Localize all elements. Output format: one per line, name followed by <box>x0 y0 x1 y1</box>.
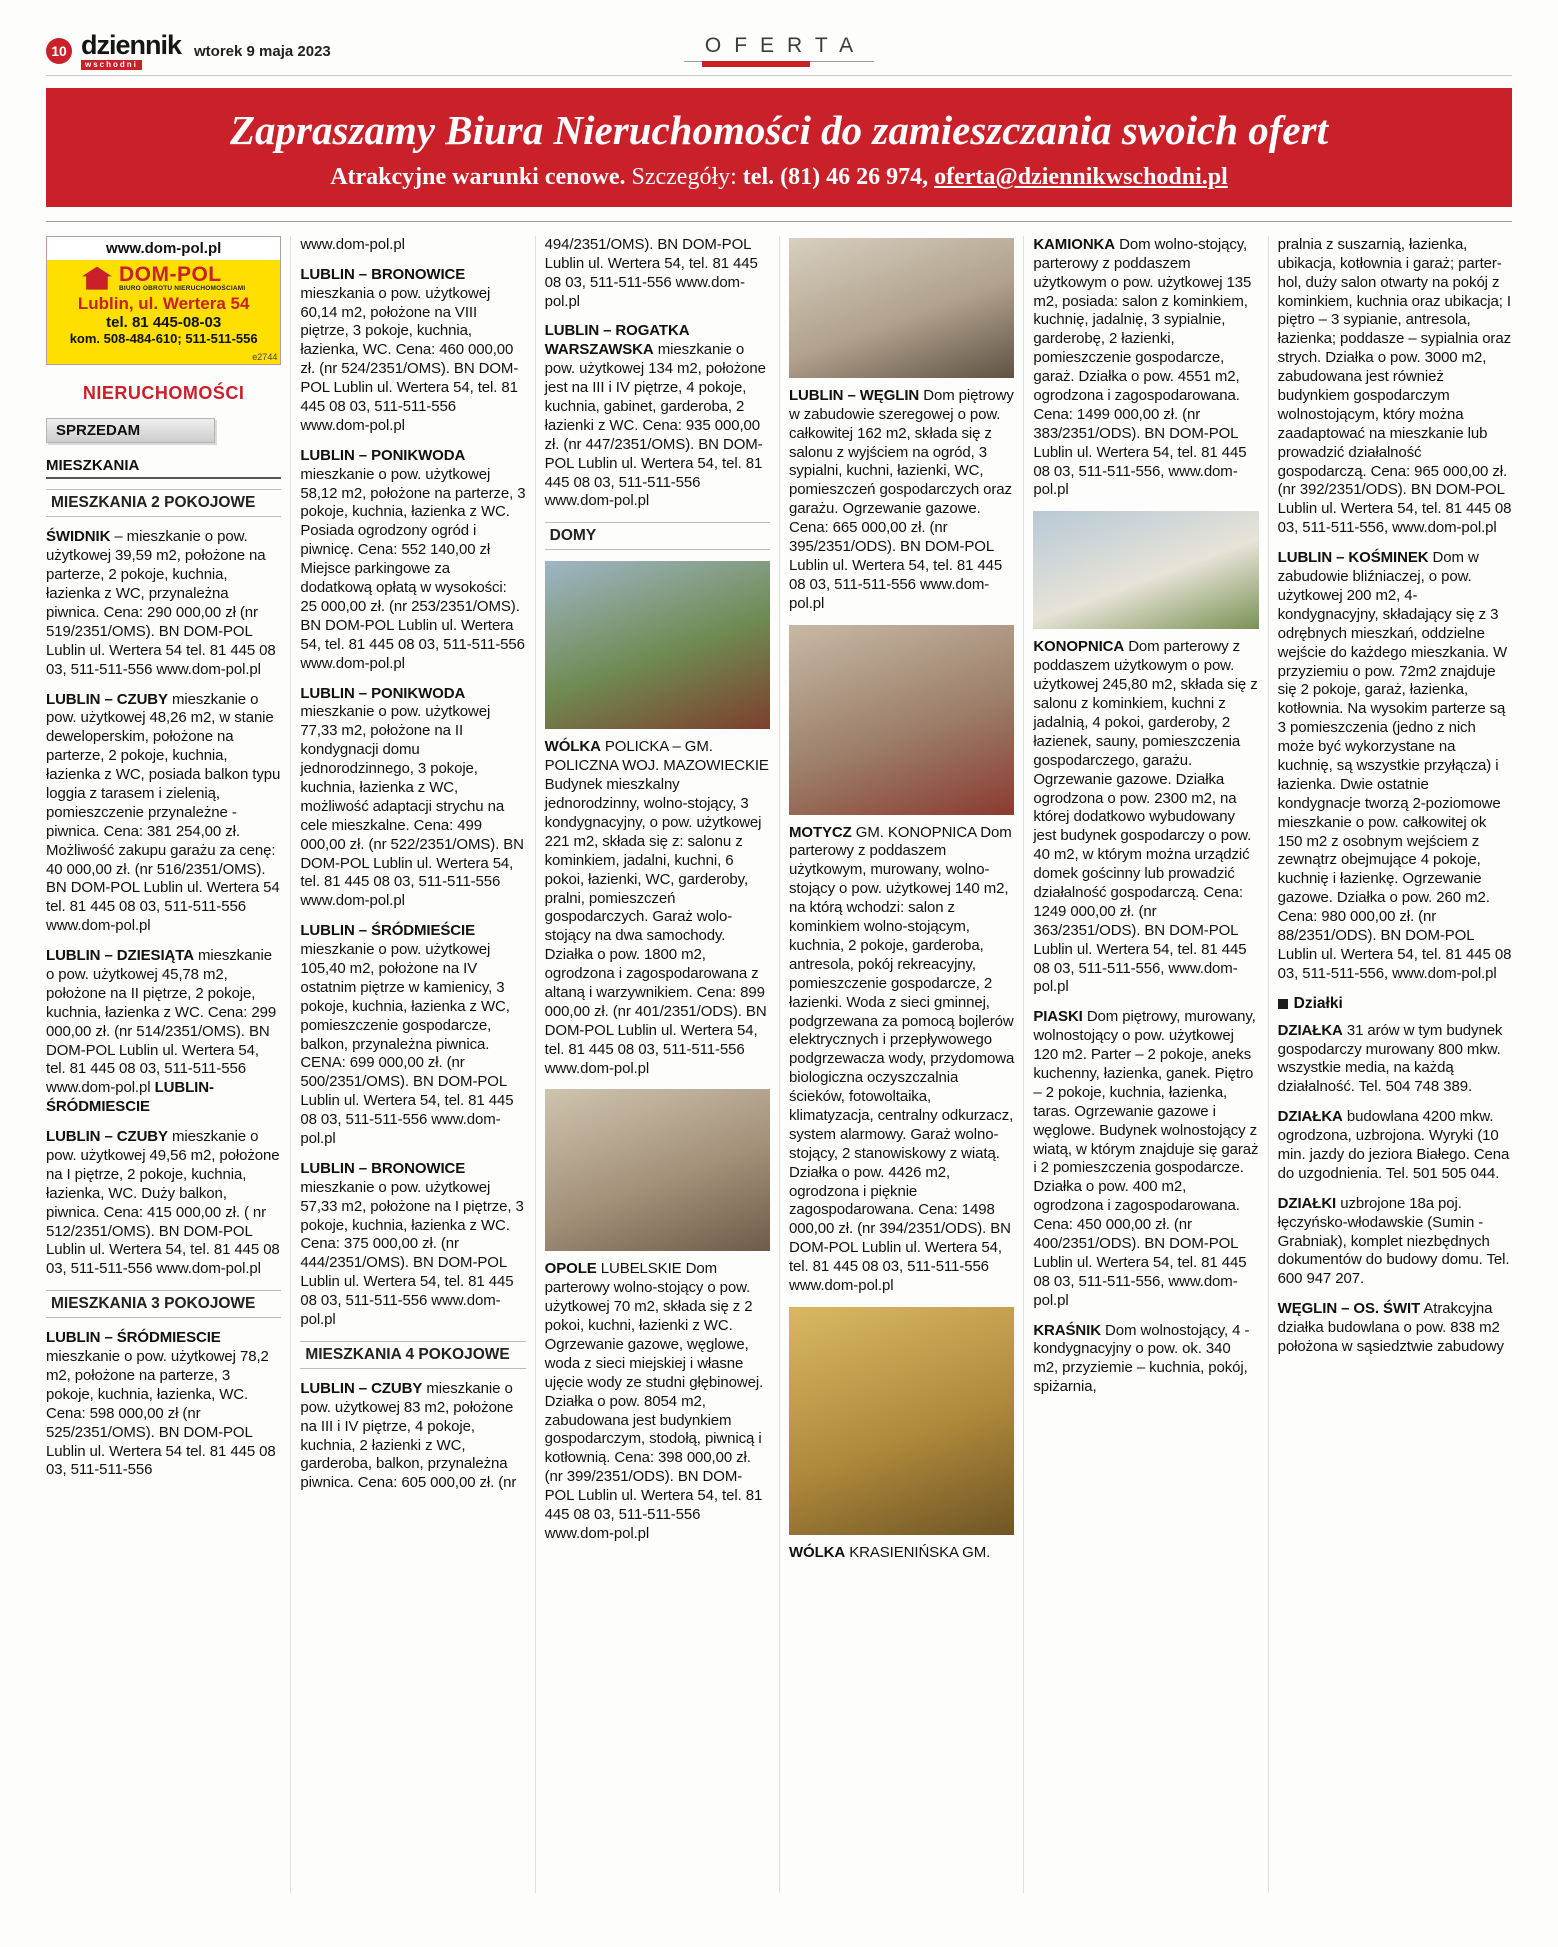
ad-text: mieszkanie o pow. użytkowej 77,33 m2, położone na II kondygnacji domu jednorodzinnego, 3 pokoje, kuchnia, łazienka z WC, możliwość adaptacji strychu na cele mieszkalne. Cena: 499 000,00 zł. (nr 522/2351/OMS). BN DOM-POL Lublin ul. Wertera 54, tel. 81 445 08 03, 511-511-556 www.dom-pol.pl <box>300 703 524 910</box>
section-heading <box>46 457 281 479</box>
ad-text: mieszkanie o pow. użytkowej 48,26 m2, w stanie deweloperskim, położone na parterze, 2 pokoje, kuchnia, łazienka z WC, posiada balkon typu loggia z tarasem i zielenią, pomieszczenie przynależne - piwnica. Cena: 381 254,00 zł. Możliwość zakupu garażu za cenę: 40 000,00 zł. (nr 516/2351/OMS). BN DOM-POL Lublin ul. Wertera 54 tel. 81 445 08 03, 511-511-556 www.dom-pol.pl <box>46 690 281 935</box>
dompol-agency-box <box>46 236 281 366</box>
section-underline <box>684 61 874 62</box>
banner-subline <box>56 164 1502 191</box>
column-6 <box>1268 236 1512 1893</box>
ad-lead: LUBLIN – PONIKWODA <box>300 684 466 702</box>
ad-lead: KAMIONKA <box>1033 235 1116 253</box>
ad-lead: LUBLIN – ŚRÓDMIEŚCIE <box>300 922 476 940</box>
ad-text: GM. KONOPNICA Dom parterowy z poddaszem użytkowym, murowany, wolno-stojący o pow. użytkowej 140 m2, na którą wchodzi: salon z kominkiem wolno-stojącym, kuchnia, 2 pokoje, garderoba, antresola, pokój rekreacyjny, pomieszczenie gospodarcze, 2 łazienki. Woda z sieci gminnej, podgrzewana za pomocą bojlerów elektrycznych i przepływowego podgrzewacza wody, przydomowa biologiczna oczyszczalnia ścieków, fotowoltaika, klimatyzacja, centralny odkurzacz, system alarmowy. Garaż wolno-stojący, 2 stanowiskowy z wiatą. Działka o pow. 4426 m2, ogrodzona i pięknie zagospodarowana. Cena: 1498 000,00 zł. (nr 394/2351/ODS). BN DOM-POL Lublin ul. Wertera 54, tel. 81 445 08 03, 511-511-556 www.dom-pol.pl <box>788 823 1015 1294</box>
column-4-items <box>789 238 1014 1563</box>
classified-ad <box>1278 1022 1512 1098</box>
dompol-tagline: BIURO OBROTU NIERUCHOMOŚCIAMI <box>118 284 246 292</box>
issue-date: wtorek 9 maja 2023 <box>194 42 331 60</box>
section-red-bar <box>702 61 810 67</box>
classified-ad <box>1278 549 1512 983</box>
ad-text: POLICKA – GM. POLICZNA WOJ. MAZOWIECKIE Budynek mieszkalny jednorodzinny, wolno-stojący, 3 kondygnacyjny, o pow. użytkowej 221 m2, składa się z: salonu z kominkiem, jadalni, kuchni, 6 pokoi, łazienki, WC, garderoby, pralni, pomieszczeń gospodarczych. Garaż wolo-stojący na dwa samochody. Działka o pow. 1800 m2, ogrodzona i zagospodarowana z altaną i warzywnikiem. Cena: 899 000,00 zł. (nr 401/2351/ODS). BN DOM-POL Lublin ul. Wertera 54, tel. 81 445 08 03, 511-511-556 www.dom-pol.pl <box>544 738 769 1077</box>
ad-lead: LUBLIN – ŚRÓDMIESCIE <box>46 1329 221 1347</box>
classified-ad <box>1278 1195 1512 1289</box>
column-4 <box>779 236 1023 1893</box>
classified-ad <box>545 738 770 1078</box>
ad-lead: LUBLIN – WĘGLIN <box>788 386 920 404</box>
classified-ad <box>1033 236 1258 500</box>
classified-ad <box>300 447 525 674</box>
banner-headline: Zapraszamy Biura Nieruchomości do zamieszczania swoich ofert <box>230 107 1328 153</box>
ad-lead: LUBLIN – BRONOWICE <box>300 1159 466 1177</box>
classified-ad <box>300 236 525 255</box>
ad-lead: WÓLKA <box>788 1543 846 1561</box>
white-house-photo <box>1033 511 1258 629</box>
section-heading-label: Działki <box>1293 994 1343 1012</box>
page-number-badge: 10 <box>46 38 72 64</box>
house-exterior-photo <box>545 561 770 729</box>
classified-ad <box>1033 1322 1258 1398</box>
banner-email-link[interactable]: oferta@dziennikwschodni.pl <box>934 163 1228 190</box>
ad-code: e2744 <box>252 352 278 363</box>
ad-text: 494/2351/OMS). BN DOM-POL Lublin ul. Wertera 54, tel. 81 445 08 03, 511-511-556 www.dom-pol.pl <box>544 235 758 310</box>
classified-ad <box>300 266 525 436</box>
house-icon <box>82 267 112 290</box>
ad-text: mieszkanie o pow. użytkowej 49,56 m2, położone na I piętrze, 2 pokoje, kuchnia, łazienka, WC. Duży balkon, piwnica. Cena: 415 000,00 zł. ( nr 512/2351/OMS). BN DOM-POL Lublin ul. Wertera 54, tel. 81 445 08 03, 511-511-556 www.dom-pol.pl <box>46 1128 280 1278</box>
ad-lead: KONOPNICA <box>1033 638 1125 656</box>
ad-text: budowlana 4200 mkw. ogrodzona, uzbrojona. Wyryki (10 min. jazdy do jeziora Białego. Cena do uzgodnienia. Tel. 501 505 044. <box>1277 1108 1510 1182</box>
ad-lead: DZIAŁKA <box>1277 1108 1343 1126</box>
dompol-address: Lublin, ul. Wertera 54 <box>77 294 250 314</box>
column-3 <box>535 236 779 1893</box>
column-5-items <box>1033 236 1258 1397</box>
ad-text: Dom parterowy z poddaszem użytkowym o pow. użytkowej 245,80 m2, składa się z salonu z kominkiem, kuchni z jadalnią, 4 pokoi, garderoby, 2 łazienek, sauny, pomieszczenia gospodarczego, garażu. Ogrzewanie gazowe. Działka ogrodzona o pow. 2300 m2, na której dodatkowo wybudowany jest budynek gospodarczy o pow. 40 m2, w którym można urządzić domek gościnny lub prowadzić działalność gospodarczą. Cena: 1249 000,00 zł. (nr 363/2351/ODS). BN DOM-POL Lublin ul. Wertera 54, tel. 81 445 08 03, 511-511-556, www.dom-pol.pl <box>1033 638 1258 996</box>
classified-ad <box>1278 1108 1512 1184</box>
ad-text: www.dom-pol.pl <box>300 235 405 253</box>
ad-lead: LUBLIN – ROGATKA WARSZAWSKA <box>544 322 689 359</box>
column-2-items <box>300 236 525 1493</box>
ad-lead: PIASKI <box>1033 1008 1083 1026</box>
dompol-url: www.dom-pol.pl <box>47 237 280 260</box>
classified-ad <box>545 322 770 511</box>
ad-text: mieszkanie o pow. użytkowej 57,33 m2, położone na I piętrze, 3 pokoje, kuchnia, łazienka z WC. Cena: 375 000,00 zł. (nr 444/2351/OMS). BN DOM-POL Lublin ul. Wertera 54, tel. 81 445 08 03, 511-511-556 www.dom-pol.pl <box>300 1178 524 1328</box>
ad-lead: MOTYCZ <box>788 823 852 841</box>
dompol-brand-row <box>47 260 280 294</box>
dompol-phone: tel. 81 445-08-03 <box>106 314 222 332</box>
ad-text: mieszkanie o pow. użytkowej 78,2 m2, położone na parterze, 3 pokoje, kuchnia, łazienka, WC. Cena: 598 000,00 zł (nr 525/2351/OMS). BN DOM-POL Lublin ul. Wertera 54 tel. 81 445 08 03, 511-511-556 <box>46 1348 276 1479</box>
ad-lead: LUBLIN – BRONOWICE <box>300 265 466 283</box>
section-heading <box>545 522 770 550</box>
classifieds-columns <box>46 221 1512 1893</box>
classified-ad <box>300 1160 525 1330</box>
dompol-mobile: kom. 508-484-610; 511-511-556 <box>69 331 258 347</box>
ad-text: pralnia z suszarnią, łazienka, ubikacja, kotłownia i garaż; parter-hol, duży salon otwarty na pokój z kominkiem, kuchnia oraz ubikacja; I piętro – 3 sypianie, antresola, łazienka; poddasze – sypialnia oraz strych. Działka o pow. 3000 m2, zabudowana jest również budynkiem gospodarczym wolnostojącym, który można zaadaptować na mieszkanie lub prowadzić działalność gospodarczą. Cena: 965 000,00 zł. (nr 392/2351/ODS). BN DOM-POL Lublin ul. Wertera 54, tel. 81 445 08 03, 511-511-556, www.dom-pol.pl <box>1277 235 1512 537</box>
ad-tail-lead: LUBLIN-ŚRÓDMIESCIE <box>46 1079 214 1116</box>
column-5 <box>1023 236 1267 1893</box>
classified-ad <box>46 528 281 679</box>
ad-lead: KRAŚNIK <box>1033 1321 1101 1339</box>
newspaper-logo <box>81 32 181 70</box>
classified-ad <box>545 1260 770 1543</box>
classified-ad <box>46 1329 281 1480</box>
ad-lead: LUBLIN – DZIESIĄTA <box>46 947 194 965</box>
ad-lead: ŚWIDNIK <box>46 528 111 546</box>
dining-room-photo <box>789 238 1014 378</box>
dompol-brand-block <box>119 264 245 293</box>
banner-sub-regular: Szczegóły: <box>631 163 737 190</box>
ad-text: Dom w zabudowie bliźniaczej, o pow. użytkowej 200 m2, 4-kondygnacyjny, składający się z 3 odrębnych mieszkań, oddzielne wejście do każdego mieszkania. W przyziemiu o pow. 72m2 znajduje się 2 pokoje, garaż, łazienka, kotłownia. Na wysokim parterze są 3 pomieszczenia (jedno z nich może być wykorzystane na kuchnię, są wszystkie przyłącza) i łazienka. Dwie ostatnie kondygnacje tworzą 2-poziomowe mieszkanie o pow. całkowitej ok 150 m2 z osobnym wejściem z zewnątrz obejmujące 4 pokoje, kuchnię i łazienkę. Ogrzewanie gazowe. Działka o pow. 260 m2. Cena: 980 000,00 zł. (nr 88/2351/ODS). BN DOM-POL Lublin ul. Wertera 54, tel. 81 445 08 03, 511-511-556, www.dom-pol.pl <box>1277 549 1512 982</box>
column-1 <box>46 236 290 1893</box>
column-1-items <box>46 383 281 1480</box>
section-heading <box>300 1341 525 1369</box>
ad-text: Atrakcyjna działka budowlana o pow. 838 m2 położona w sąsiedztwie zabudowy <box>1277 1300 1504 1355</box>
classified-ad <box>789 1544 1014 1563</box>
classified-ad <box>46 947 281 1117</box>
ad-text: Dom piętrowy, murowany, wolnostojący o pow. użytkowej 120 m2. Parter – 2 pokoje, aneks kuchenny, łazienka, ganek. Piętro – 2 pokoje, kuchnia, łazienka, taras. Ogrzewanie gazowe i węglowe. Budynek wolnostojący z wiatą, w którym znajduje się garaż i 2 pomieszczenia gospodarcze. Działka o pow. 400 m2, ogrodzona i zagospodarowana. Cena: 450 000,00 zł. (nr 400/2351/ODS). BN DOM-POL Lublin ul. Wertera 54, tel. 81 445 08 03, 511-511-556, www.dom-pol.pl <box>1033 1008 1259 1309</box>
ad-text: Dom wolno-stojący, parterowy z poddaszem użytkowym o pow. użytkowej 135 m2, posiada: salon z kominkiem, kuchnię, jadalnię, 3 sypialnie, garderobę, 2 łazienki, pomieszczenie gospodarcze, garaż. Działka o pow. 4551 m2, ogrodzona i zagospodarowana. Cena: 1499 000,00 zł. (nr 383/2351/ODS). BN DOM-POL Lublin ul. Wertera 54, tel. 81 445 08 03, 511-511-556, www.dom-pol.pl <box>1033 235 1252 499</box>
section-heading-label: MIESZKANIA 3 POKOJOWE <box>51 1295 256 1313</box>
classified-ad <box>46 691 281 937</box>
ad-lead: DZIAŁKI <box>1277 1194 1337 1212</box>
classified-ad <box>300 685 525 912</box>
ad-text: mieszkanie o pow. użytkowej 105,40 m2, położone na IV ostatnim piętrze w kamienicy, 3 pokoje, kuchnia, łazienka z WC, pomieszczenie gospodarcze, balkon, przynależna piwnica. CENA: 699 000,00 zł. (nr 500/2351/OMS). BN DOM-POL Lublin ul. Wertera 54, tel. 81 445 08 03, 511-511-556 www.dom-pol.pl <box>300 941 514 1147</box>
ad-lead: WĘGLIN – OS. ŚWIT <box>1277 1300 1421 1318</box>
ad-text: Dom piętrowy w zabudowie szeregowej o pow. całkowitej 162 m2, składa się z salonu z wyjściem na ogród, 3 sypialni, kuchni, łazienki, WC, pomieszczeń gospodarczych oraz garażu. Ogrzewanie gazowe. Cena: 665 000,00 zł. (nr 395/2351/ODS). BN DOM-POL Lublin ul. Wertera 54, tel. 81 445 08 03, 511-511-556 www.dom-pol.pl <box>788 386 1014 612</box>
gold-room-photo <box>789 1307 1014 1535</box>
classified-ad <box>46 1128 281 1279</box>
page-header <box>46 32 1512 76</box>
ad-text: mieszkanie o pow. użytkowej 134 m2, położone jest na III i IV piętrze, 4 pokoje, kuchnia, gabinet, garderoba, 2 łazienki z WC. Cena: 935 000,00 zł. (nr 447/2351/OMS). BN DOM-POL Lublin ul. Wertera 54, tel. 81 445 08 03, 511-511-556 www.dom-pol.pl <box>544 341 766 510</box>
ad-lead: LUBLIN – CZUBY <box>46 690 168 708</box>
classified-ad <box>789 387 1014 614</box>
ad-text: mieszkanie o pow. użytkowej 83 m2, położone na III i IV piętrze, 4 pokoje, kuchnia, 2 łazienki z WC, garderoba, balkon, przynależna piwnica. Cena: 605 000,00 zł. (nr <box>300 1379 517 1492</box>
section-heading-label: MIESZKANIA <box>46 457 140 475</box>
section-heading-label: NIERUCHOMOŚCI <box>82 383 245 404</box>
ad-text: KRASIENIŃSKA GM. <box>849 1543 991 1561</box>
ad-lead: LUBLIN – CZUBY <box>46 1128 168 1146</box>
promo-banner <box>46 88 1512 207</box>
classified-ad <box>545 236 770 312</box>
section-heading <box>46 383 281 404</box>
column-6-items <box>1278 236 1512 1357</box>
section-header <box>684 34 874 62</box>
classified-ad <box>789 824 1014 1296</box>
ad-lead: WÓLKA <box>544 738 601 756</box>
dompol-brand-name: DOM-POL <box>118 262 222 286</box>
section-heading <box>46 489 281 517</box>
section-heading <box>1278 995 1512 1013</box>
ad-text: – mieszkanie o pow. użytkowej 39,59 m2, położone na parterze, 2 pokoje, kuchnia, łazienka z WC, przynależna piwnica. Cena: 290 000,00 zł (nr 519/2351/OMS). BN DOM-POL Lublin ul. Wertera 54 tel. 81 445 08 03, 511-511-556 www.dom-pol.pl <box>46 528 276 678</box>
ad-lead: DZIAŁKA <box>1277 1021 1343 1039</box>
ad-text: Dom wolnostojący, 4 - kondygnacyjny o pow. ok. 340 m2, przyziemie – kuchnia, pokój, spiżarnia, <box>1033 1321 1250 1396</box>
ad-text: 31 arów w tym budynek gospodarczy murowany 800 mkw. wszystkie media, na każdą działalność. Tel. 504 748 389. <box>1277 1021 1503 1096</box>
classified-ad <box>1278 236 1512 538</box>
section-title: OFERTA <box>704 34 867 57</box>
column-3-items <box>545 236 770 1544</box>
square-bullet-icon <box>1278 999 1288 1009</box>
ad-text: mieszkanie o pow. użytkowej 58,12 m2, położone na parterze, 3 pokoje, kuchnia, łazienka z WC. Posiada ogrodzony ogród i piwnicę. Cena: 552 140,00 zł Miejsce parkingowe za dodatkową opłatą w wysokości: 25 000,00 zł. (nr 253/2351/OMS). BN DOM-POL Lublin ul. Wertera 54, tel. 81 445 08 03, 511-511-556 www.dom-pol.pl <box>300 465 526 672</box>
section-heading-label: MIESZKANIA 2 POKOJOWE <box>51 494 256 512</box>
classified-ad <box>1278 1300 1512 1357</box>
section-heading <box>46 418 215 443</box>
ad-text: uzbrojone 18a poj. łęczyńsko-włodawskie (Sumin - Grabniak), komplet niezbędnych dokumentów do budowy domu. Tel. 600 947 207. <box>1277 1194 1510 1288</box>
ad-text: LUBELSKIE Dom parterowy wolno-stojący o pow. użytkowej 70 m2, składa się z 2 pokoi, kuchni, łazienki z WC. Ogrzewanie gazowe, węglowe, woda z sieci miejskiej i własne ujęcie wody ze studni głębinowej. Działka o pow. 8054 m2, zabudowana jest budynkiem gospodarczym, stodołą, piwnicą i kotłownią. Cena: 398 000,00 zł. (nr 399/2351/ODS). BN DOM-POL Lublin ul. Wertera 54, tel. 81 445 08 03, 511-511-556 www.dom-pol.pl <box>544 1260 764 1542</box>
ad-text: mieszkanie o pow. użytkowej 45,78 m2, położone na II piętrze, 2 pokoje, kuchnia, łazienka z WC. Cena: 299 000,00 zł. (nr 514/2351/OMS). BN DOM-POL Lublin ul. Wertera 54, tel. 81 445 08 03, 511-511-556 www.dom-pol.pl <box>46 947 277 1097</box>
section-heading-label: SPRZEDAM <box>56 422 141 440</box>
ad-text: mieszkania o pow. użytkowej 60,14 m2, położone na VIII piętrze, 3 pokoje, kuchnia, łazienka, WC. Cena: 460 000,00 zł. (nr 524/2351/OMS). BN DOM-POL Lublin ul. Wertera 54, tel. 81 445 08 03, 511-511-556 www.dom-pol.pl <box>300 284 519 434</box>
logo-main-text: dziennik <box>81 30 182 60</box>
ad-lead: OPOLE <box>544 1260 597 1278</box>
living-room-photo <box>545 1089 770 1251</box>
banner-phone: tel. (81) 46 26 974, <box>742 163 929 190</box>
ad-lead: LUBLIN – CZUBY <box>300 1379 423 1397</box>
section-heading-label: MIESZKANIA 4 POKOJOWE <box>305 1345 510 1363</box>
column-2 <box>290 236 534 1893</box>
ad-lead: LUBLIN – PONIKWODA <box>300 446 466 464</box>
section-heading-label: DOMY <box>549 527 597 545</box>
salon-interior-photo <box>789 625 1014 815</box>
ad-lead: LUBLIN – KOŚMINEK <box>1277 549 1429 567</box>
banner-sub-bold: Atrakcyjne warunki cenowe. <box>330 163 626 190</box>
classified-ad <box>1033 1008 1258 1310</box>
classified-ad <box>1033 638 1258 997</box>
logo-sub-text: wschodni <box>81 60 142 70</box>
classified-ad <box>300 1380 525 1493</box>
classified-ad <box>300 922 525 1149</box>
section-heading <box>46 1290 281 1318</box>
